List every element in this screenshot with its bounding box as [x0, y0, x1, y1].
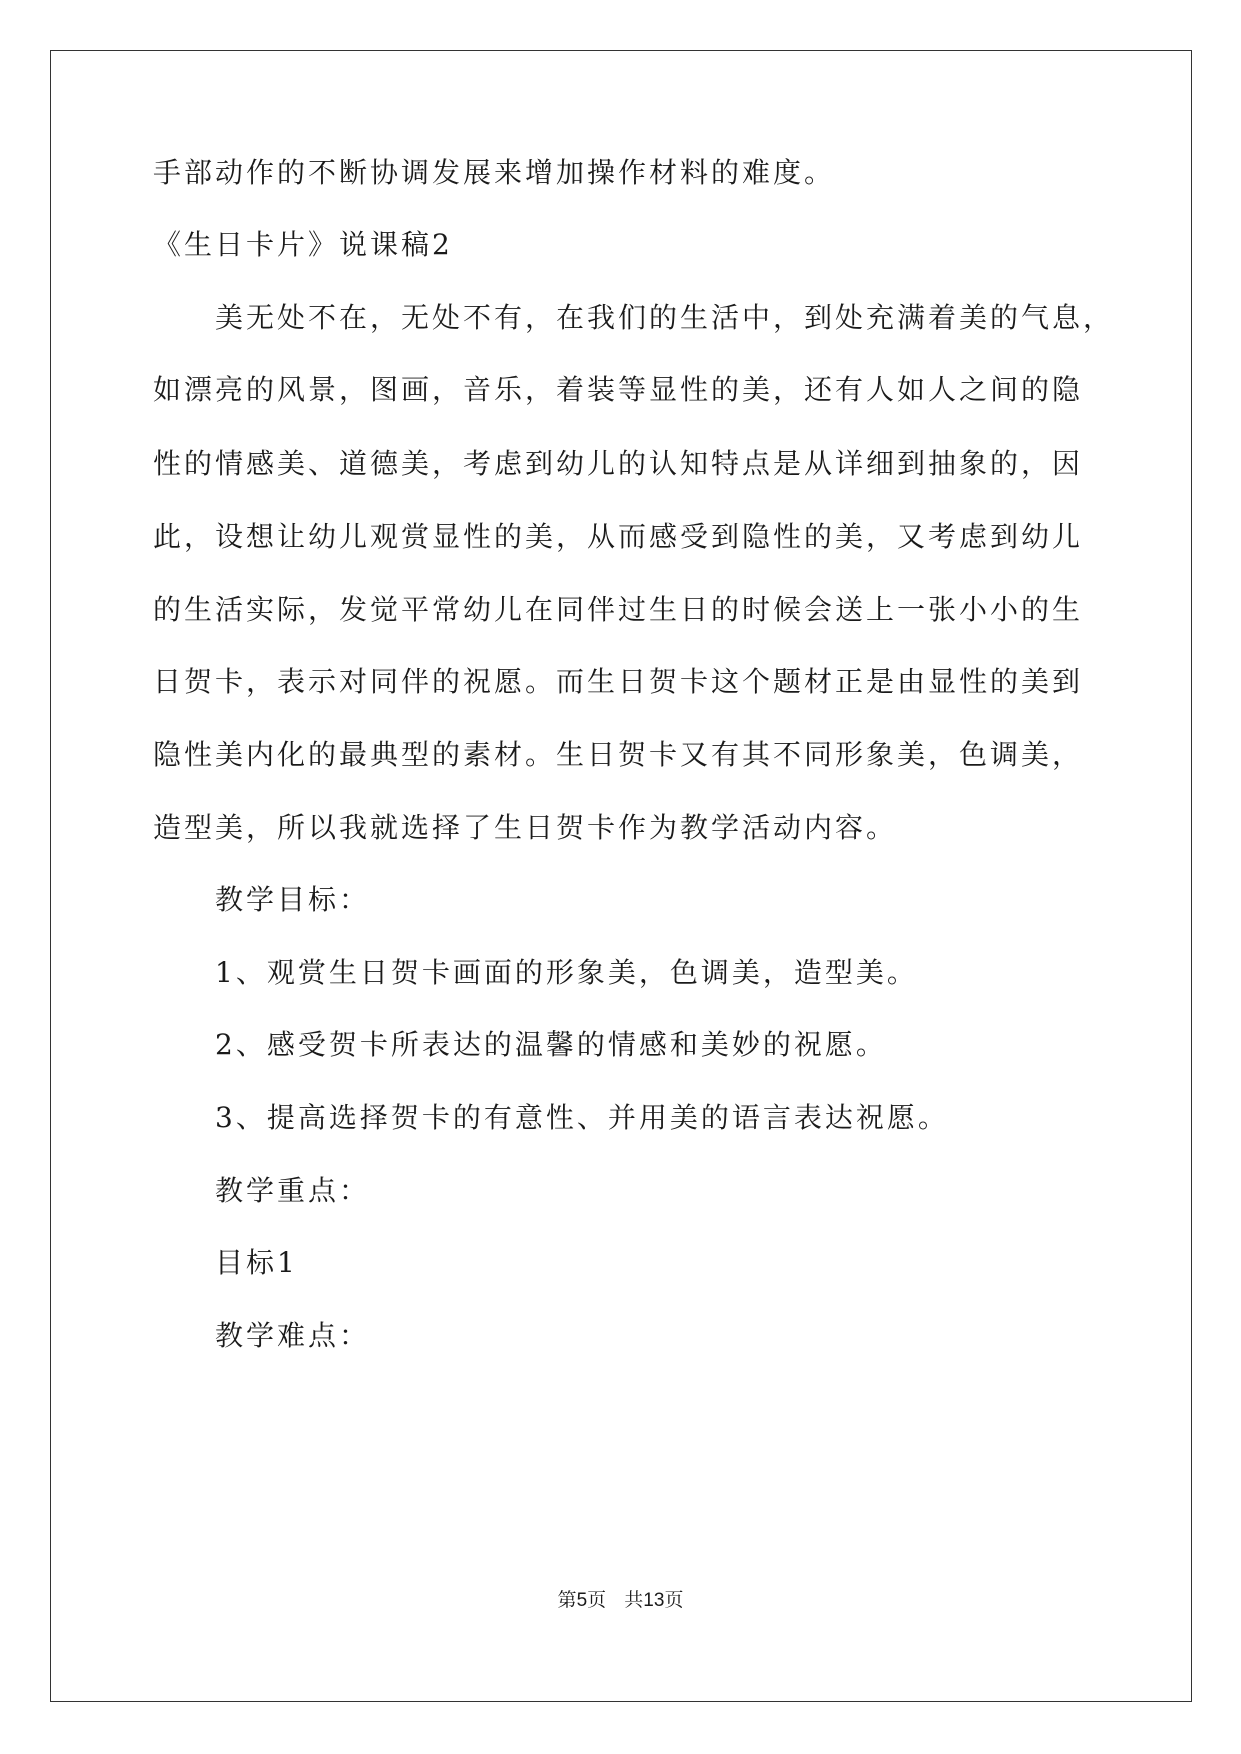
- page-footer: [0, 1587, 1241, 1614]
- paragraph-line: 手部动作的不断协调发展来增加操作材料的难度。: [153, 156, 836, 189]
- page-suffix: 页: [587, 1589, 607, 1611]
- paragraph-line: 日贺卡，表示对同伴的祝愿。而生日贺卡这个题材正是由显性的美到: [153, 665, 1084, 698]
- paragraph-line: 造型美，所以我就选择了生日贺卡作为教学活动内容。: [153, 811, 898, 844]
- section-heading: 《生日卡片》说课稿2: [153, 228, 453, 261]
- paragraph-line: 如漂亮的风景，图画，音乐，着装等显性的美，还有人如人之间的隐: [153, 373, 1084, 406]
- paragraph-line: 美无处不在，无处不有，在我们的生活中，到处充满着美的气息，: [215, 301, 1115, 334]
- paragraph-line: 隐性美内化的最典型的素材。生日贺卡又有其不同形象美，色调美，: [153, 738, 1084, 771]
- objective-item: 2、感受贺卡所表达的温馨的情感和美妙的祝愿。: [215, 1028, 887, 1061]
- subheading-objectives: 教学目标：: [215, 883, 371, 916]
- paragraph-line: 此，设想让幼儿观赏显性的美，从而感受到隐性的美，又考虑到幼儿: [153, 520, 1084, 553]
- total-prefix: 共: [624, 1589, 644, 1611]
- paragraph-line: 性的情感美、道德美，考虑到幼儿的认知特点是从详细到抽象的，因: [153, 447, 1084, 480]
- objective-item: 1、观赏生日贺卡画面的形象美，色调美，造型美。: [215, 956, 918, 989]
- paragraph-line: 的生活实际，发觉平常幼儿在同伴过生日的时候会送上一张小小的生: [153, 593, 1084, 626]
- objective-item: 3、提高选择贺卡的有意性、并用美的语言表达祝愿。: [215, 1101, 949, 1134]
- key-point-text: 目标1: [215, 1246, 298, 1279]
- page-prefix: 第: [557, 1589, 577, 1611]
- subheading-key-points: 教学重点：: [215, 1174, 371, 1207]
- total-pages: 13: [643, 1590, 665, 1611]
- total-suffix: 页: [664, 1589, 684, 1611]
- page-number: 5: [576, 1590, 588, 1611]
- subheading-difficulties: 教学难点：: [215, 1319, 371, 1352]
